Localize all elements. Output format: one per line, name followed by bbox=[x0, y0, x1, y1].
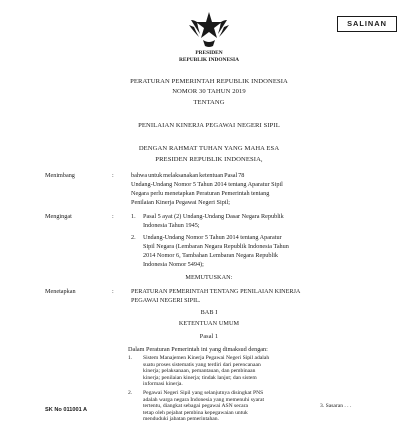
next-page-reference: 3. Sasaran . . . bbox=[320, 403, 352, 409]
mengingat-item-number: 1. bbox=[131, 213, 136, 220]
invocation-line: DENGAN RAHMAT TUHAN YANG MAHA ESA bbox=[138, 145, 280, 152]
definition-line: Pegawai Negeri Sipil yang selanjutnya disingkat PNS bbox=[143, 390, 264, 396]
document-serial-number: SK No 011001 A bbox=[45, 407, 88, 413]
article-intro: Dalam Peraturan Pemerintah ini yang dimaksud dengan: bbox=[128, 346, 268, 353]
regulation-subject: PENILAIAN KINERJA PEGAWAI NEGERI SIPIL bbox=[138, 122, 280, 129]
definition-line: Sistem Manajemen Kinerja Pegawai Negeri Sipil adalah bbox=[143, 355, 270, 361]
menimbang-label: Menimbang bbox=[45, 172, 75, 179]
regulation-number: NOMOR 30 TAHUN 2019 bbox=[172, 88, 246, 95]
mengingat-item-line: Sipil Negara (Lembaran Negara Republik Indonesia Tahun bbox=[143, 243, 289, 250]
menetapkan-colon: : bbox=[112, 288, 114, 295]
republic-label: REPUBLIK INDONESIA bbox=[178, 57, 240, 63]
definition-line: informasi kinerja. bbox=[143, 381, 183, 388]
article-number: Pasal 1 bbox=[199, 333, 219, 340]
mengingat-item-line: Indonesia Tahun 1945; bbox=[143, 222, 200, 229]
chapter-number: BAB I bbox=[200, 309, 218, 316]
definition-line: adalah warga negara Indonesia yang memenuhi syarat bbox=[143, 396, 265, 403]
menetapkan-label: Menetapkan bbox=[45, 288, 76, 295]
garuda-emblem-icon bbox=[188, 8, 230, 50]
memutuskan-heading: MEMUTUSKAN: bbox=[185, 274, 233, 281]
definition-line: kinerja; penilaian kinerja; tindak lanjut; dan sistem bbox=[143, 374, 257, 381]
definition-number: 2. bbox=[128, 390, 133, 396]
mengingat-colon: : bbox=[112, 213, 114, 220]
menimbang-line: Penilaian Kinerja Pegawai Negeri Sipil; bbox=[131, 199, 230, 206]
regulation-title: PERATURAN PEMERINTAH REPUBLIK INDONESIA bbox=[130, 78, 288, 85]
definition-line: suatu proses sistematis yang terdiri dari perencanaan bbox=[143, 361, 261, 368]
president-heading: PRESIDEN REPUBLIK INDONESIA, bbox=[155, 156, 263, 163]
mengingat-item-line: Indonesia Nomor 5494); bbox=[143, 261, 204, 268]
menimbang-colon: : bbox=[112, 172, 114, 179]
definition-line: kinerja; pelaksanaan, pemantauan, dan pembinaan bbox=[143, 368, 256, 375]
definition-number: 1. bbox=[128, 355, 133, 361]
menimbang-line: Undang-Undang Nomor 5 Tahun 2014 tentang Aparatur Sipil bbox=[131, 181, 283, 188]
mengingat-item-line: 2014 Nomor 6, Tambahan Lembaran Negara Republik bbox=[143, 252, 279, 259]
mengingat-item-number: 2. bbox=[131, 234, 136, 241]
salinan-stamp: SALINAN bbox=[337, 16, 397, 32]
menetapkan-line: PERATURAN PEMERINTAH TENTANG PENILAIAN KINERJA bbox=[131, 288, 301, 295]
mengingat-item-line: Pasal 5 ayat (2) Undang-Undang Dasar Negara Republik bbox=[143, 213, 284, 220]
definition-line: tertentu, diangkat sebagai pegawai ASN secara bbox=[143, 403, 248, 410]
menetapkan-line: PEGAWAI NEGERI SIPIL. bbox=[131, 297, 201, 304]
menimbang-line: bahwa untuk melaksanakan ketentuan Pasal 78 bbox=[131, 172, 245, 179]
definition-line: tetap oleh pejabat pembina kepegawaian untuk bbox=[143, 409, 248, 416]
definition-line: menduduki jabatan pemerintahan. bbox=[143, 416, 219, 422]
tentang-label: TENTANG bbox=[193, 99, 225, 106]
menimbang-line: Negara perlu menetapkan Peraturan Pemerintah tentang bbox=[131, 190, 270, 197]
chapter-title: KETENTUAN UMUM bbox=[178, 320, 240, 327]
mengingat-item-line: Undang-Undang Nomor 5 Tahun 2014 tentang Aparatur bbox=[143, 234, 282, 241]
president-label: PRESIDEN bbox=[195, 50, 223, 56]
mengingat-label: Mengingat bbox=[45, 213, 72, 220]
